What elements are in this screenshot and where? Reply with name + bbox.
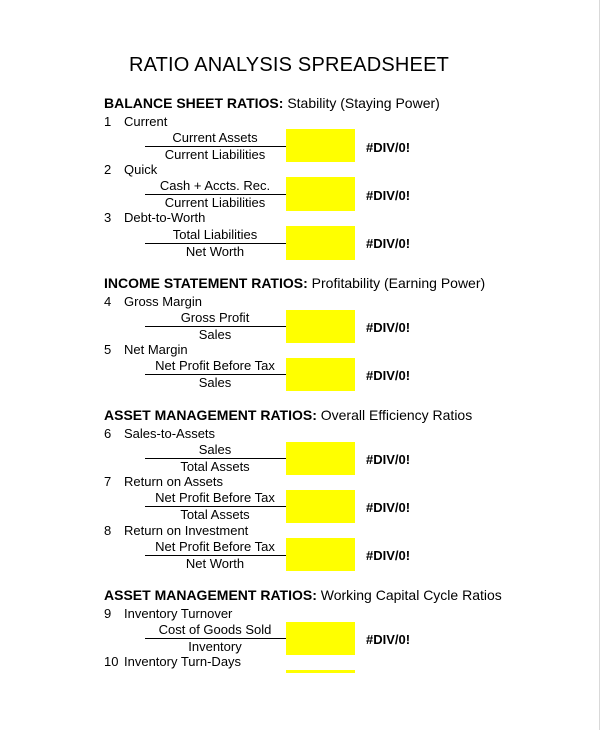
result-cell-quick: #DIV/0! (366, 188, 411, 203)
input-cell-net-margin[interactable] (286, 358, 355, 391)
formula-numerator: Net Profit Before Tax (155, 490, 275, 505)
ratio-number: 1 (104, 114, 112, 129)
section-heading-label: BALANCE SHEET RATIOS: (104, 95, 284, 111)
result-cell-current: #DIV/0! (366, 140, 411, 155)
formula-numerator: Net Profit Before Tax (155, 539, 275, 554)
formula-denominator: Current Liabilities (164, 147, 266, 162)
formula-numerator: Sales (198, 442, 232, 457)
formula-denominator: Current Liabilities (164, 195, 266, 210)
formula-denominator: Total Assets (180, 459, 250, 474)
result-cell-inventory-turnover: #DIV/0! (366, 632, 411, 647)
ratio-name: Debt-to-Worth (124, 210, 206, 225)
ratio-number: 9 (104, 606, 112, 621)
input-cell-quick[interactable] (286, 177, 355, 211)
page-title: RATIO ANALYSIS SPREADSHEET (128, 54, 450, 76)
formula-denominator: Total Assets (180, 507, 250, 522)
formula-numerator: Total Liabilities (172, 227, 258, 242)
section-heading-label: ASSET MANAGEMENT RATIOS: (104, 587, 317, 603)
ratio-number: 6 (104, 426, 112, 441)
ratio-name: Return on Assets (124, 474, 223, 489)
ratio-name: Gross Margin (124, 294, 203, 309)
formula-numerator: Current Assets (172, 130, 258, 145)
input-cell-current[interactable] (286, 129, 355, 162)
ratio-name: Inventory Turn-Days (124, 654, 242, 669)
ratio-name: Sales-to-Assets (124, 426, 216, 441)
ratio-number: 5 (104, 342, 112, 357)
result-cell-return-on-assets: #DIV/0! (366, 500, 411, 515)
section-subtitle: Stability (Staying Power) (287, 95, 440, 111)
ratio-name: Net Margin (124, 342, 188, 357)
ratio-name: Current (124, 114, 168, 129)
result-cell-debt-to-worth: #DIV/0! (366, 236, 411, 251)
input-cell-gross-margin[interactable] (286, 310, 355, 343)
input-cell-inventory-turn-days[interactable] (286, 670, 355, 673)
input-cell-return-on-assets[interactable] (286, 490, 355, 523)
ratio-name: Inventory Turnover (124, 606, 233, 621)
formula-numerator: Gross Profit (180, 310, 250, 325)
ratio-name: Return on Investment (124, 523, 249, 538)
formula-denominator: Sales (198, 327, 232, 342)
ratio-number: 8 (104, 523, 112, 538)
formula-denominator: Inventory (188, 639, 242, 654)
ratio-number: 4 (104, 294, 112, 309)
formula-denominator: Net Worth (185, 556, 245, 571)
section-subtitle: Profitability (Earning Power) (311, 275, 486, 291)
ratio-number: 7 (104, 474, 112, 489)
result-cell-gross-margin: #DIV/0! (366, 320, 411, 335)
formula-numerator: Cash + Accts. Rec. (159, 178, 271, 193)
section-heading-asset-efficiency (104, 407, 472, 423)
section-heading-working-capital (104, 587, 502, 603)
input-cell-debt-to-worth[interactable] (286, 226, 355, 260)
ratio-number: 10 (104, 654, 119, 669)
section-subtitle: Working Capital Cycle Ratios (320, 587, 502, 603)
section-subtitle: Overall Efficiency Ratios (320, 407, 473, 423)
section-heading-label: INCOME STATEMENT RATIOS: (104, 275, 308, 291)
result-cell-return-on-investment: #DIV/0! (366, 548, 411, 563)
ratio-number: 3 (104, 210, 112, 225)
section-heading-label: ASSET MANAGEMENT RATIOS: (104, 407, 317, 423)
result-cell-net-margin: #DIV/0! (366, 368, 411, 383)
formula-denominator: Sales (198, 375, 232, 390)
formula-numerator: Net Profit Before Tax (155, 358, 275, 373)
ratio-number: 2 (104, 162, 112, 177)
input-cell-return-on-investment[interactable] (286, 538, 355, 571)
ratio-name: Quick (124, 162, 158, 177)
section-heading-income-statement (104, 275, 485, 291)
input-cell-inventory-turnover[interactable] (286, 622, 355, 655)
formula-denominator: Net Worth (185, 244, 245, 259)
input-cell-sales-to-assets[interactable] (286, 442, 355, 475)
result-cell-sales-to-assets: #DIV/0! (366, 452, 411, 467)
formula-numerator: Cost of Goods Sold (158, 622, 272, 637)
section-heading-balance-sheet (104, 95, 440, 111)
